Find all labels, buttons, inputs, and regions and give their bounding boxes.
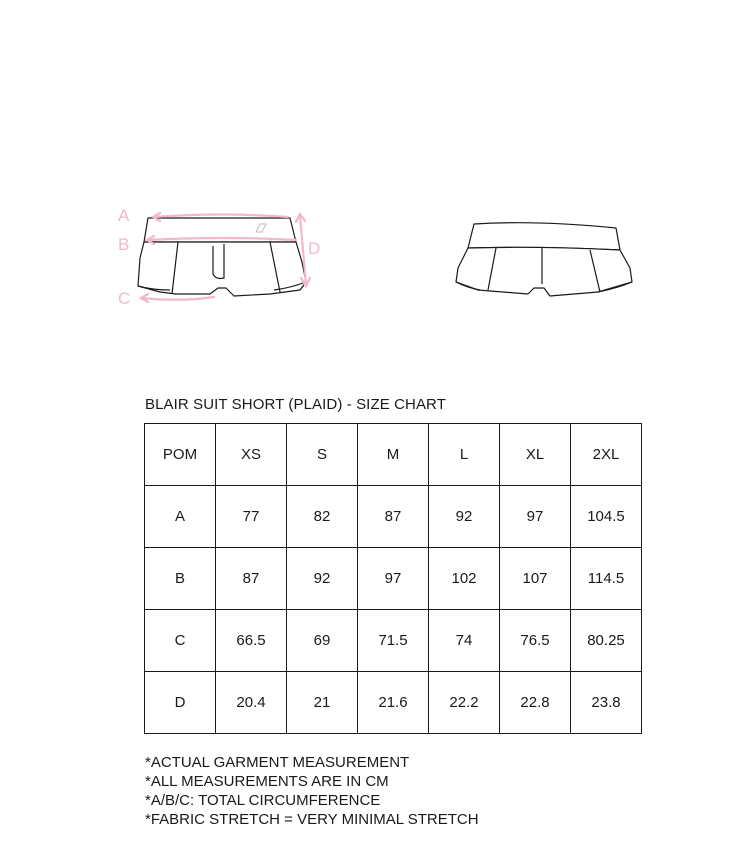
table-cell: 71.5 xyxy=(358,610,429,672)
table-cell: 77 xyxy=(216,486,287,548)
table-cell: 66.5 xyxy=(216,610,287,672)
label-b: B xyxy=(118,235,130,254)
table-row xyxy=(145,672,642,734)
table-cell: 102 xyxy=(429,548,500,610)
label-a: A xyxy=(118,206,130,225)
table-cell: 21 xyxy=(287,672,358,734)
table-cell: C xyxy=(145,610,216,672)
table-cell: 23.8 xyxy=(571,672,642,734)
table-cell: 22.8 xyxy=(500,672,571,734)
table-cell: 114.5 xyxy=(571,548,642,610)
note-line: *A/B/C: TOTAL CIRCUMFERENCE xyxy=(145,792,381,809)
table-cell: 80.25 xyxy=(571,610,642,672)
note-line: *ACTUAL GARMENT MEASUREMENT xyxy=(145,754,410,771)
table-cell: 92 xyxy=(287,548,358,610)
table-row xyxy=(145,486,642,548)
table-cell: A xyxy=(145,486,216,548)
shorts-back-diagram xyxy=(448,218,638,302)
note-line: *FABRIC STRETCH = VERY MINIMAL STRETCH xyxy=(145,811,479,828)
header-cell: S xyxy=(287,424,358,486)
table-cell: 21.6 xyxy=(358,672,429,734)
table-cell: 76.5 xyxy=(500,610,571,672)
table-cell: 82 xyxy=(287,486,358,548)
header-cell: L xyxy=(429,424,500,486)
header-cell: POM xyxy=(145,424,216,486)
table-row xyxy=(145,548,642,610)
table-cell: 104.5 xyxy=(571,486,642,548)
table-cell: 87 xyxy=(358,486,429,548)
shorts-front-diagram xyxy=(110,198,330,310)
header-cell: M xyxy=(358,424,429,486)
table-cell: B xyxy=(145,548,216,610)
table-cell: 69 xyxy=(287,610,358,672)
chart-title: BLAIR SUIT SHORT (PLAID) - SIZE CHART xyxy=(145,396,446,413)
table-cell: 20.4 xyxy=(216,672,287,734)
measurement-notes xyxy=(145,753,479,829)
table-cell: 87 xyxy=(216,548,287,610)
note-line: *ALL MEASUREMENTS ARE IN CM xyxy=(145,773,389,790)
table-cell: 92 xyxy=(429,486,500,548)
table-cell: 74 xyxy=(429,610,500,672)
table-cell: 22.2 xyxy=(429,672,500,734)
table-cell: D xyxy=(145,672,216,734)
header-cell: XL xyxy=(500,424,571,486)
size-chart-table xyxy=(144,423,642,734)
table-row xyxy=(145,610,642,672)
label-d: D xyxy=(308,239,321,258)
header-cell: XS xyxy=(216,424,287,486)
table-cell: 97 xyxy=(500,486,571,548)
header-cell: 2XL xyxy=(571,424,642,486)
label-c: C xyxy=(118,289,131,308)
table-cell: 107 xyxy=(500,548,571,610)
table-cell: 97 xyxy=(358,548,429,610)
table-header-row xyxy=(145,424,642,486)
